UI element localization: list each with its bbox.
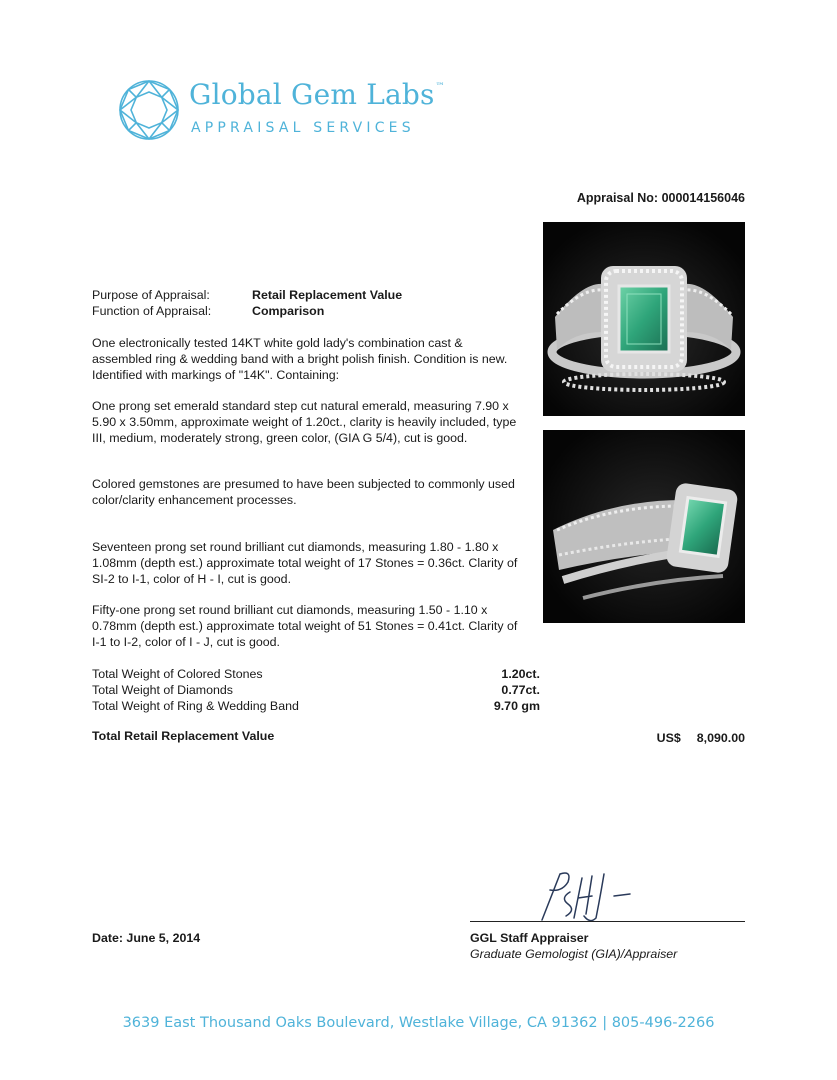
total-label: Total Weight of Colored Stones — [92, 667, 263, 681]
weight-totals — [92, 666, 540, 714]
amount: 8,090.00 — [696, 731, 745, 745]
appraisal-date: Date: June 5, 2014 — [92, 931, 201, 945]
item-description: One electronically tested 14KT white gold lady's combination cast & assembled ring & wedding band with a bright polish finish. Condition is new. Identified with markings of "14K". Containing: — [92, 336, 508, 382]
appraiser-title: GGL Staff Appraiser — [470, 931, 589, 945]
total-value: 1.20ct. — [501, 667, 540, 681]
ring-photo-front — [543, 222, 745, 416]
ring-photo-angle — [543, 430, 745, 623]
total-row — [92, 666, 540, 682]
company-logo — [117, 78, 457, 148]
retail-value-label: Total Retail Replacement Value — [92, 729, 275, 743]
appraisal-purpose-block — [92, 288, 524, 320]
brand-name: Global Gem Labs™ — [189, 78, 445, 111]
purpose-value: Retail Replacement Value — [252, 288, 403, 302]
total-row — [92, 698, 540, 714]
function-label: Function of Appraisal: — [92, 303, 212, 318]
signature-line — [470, 921, 745, 922]
purpose-row — [92, 288, 524, 304]
function-row — [92, 304, 524, 320]
footer-address: 3639 East Thousand Oaks Boulevard, Westlake Village, CA 91362 | 805-496-2266 — [122, 1015, 715, 1031]
total-value: 9.70 gm — [493, 699, 540, 713]
total-row — [92, 682, 540, 698]
currency: US$ — [656, 731, 681, 745]
total-value: 0.77ct. — [501, 683, 540, 697]
appraiser-credential: Graduate Gemologist (GIA)/Appraiser — [470, 947, 678, 961]
retail-value-amount — [657, 731, 745, 745]
purpose-label: Purpose of Appraisal: — [92, 288, 210, 302]
emerald-description: One prong set emerald standard step cut natural emerald, measuring 7.90 x 5.90 x 3.50mm, approximate weight of 1.20ct., clarity is heavily included, type III, medium, moderately strong, green color, (GIA G 5/4), cut is good. — [92, 399, 517, 445]
total-label: Total Weight of Diamonds — [92, 683, 233, 697]
diamonds-17-description: Seventeen prong set round brilliant cut diamonds, measuring 1.80 - 1.80 x 1.08mm (depth est.) approximate total weight of 17 Stones = 0.36ct. Clarity of SI-2 to I-1, color of H - I, cut is good. — [92, 540, 518, 586]
total-label: Total Weight of Ring & Wedding Band — [92, 699, 299, 713]
handwritten-signature — [530, 868, 650, 924]
brand-subtitle: APPRAISAL SERVICES — [191, 120, 415, 136]
diamonds-51-description: Fifty-one prong set round brilliant cut diamonds, measuring 1.50 - 1.10 x 0.78mm (depth est.) approximate total weight of 51 Stones = 0.41ct. Clarity of I-1 to I-2, color of I - J, cut is good. — [92, 603, 518, 649]
enhancement-note: Colored gemstones are presumed to have been subjected to commonly used color/clarity enhancement processes. — [92, 477, 515, 507]
appraisal-number: Appraisal No: 000014156046 — [576, 191, 745, 205]
function-value: Comparison — [252, 303, 325, 318]
gem-logo-icon — [117, 78, 181, 142]
